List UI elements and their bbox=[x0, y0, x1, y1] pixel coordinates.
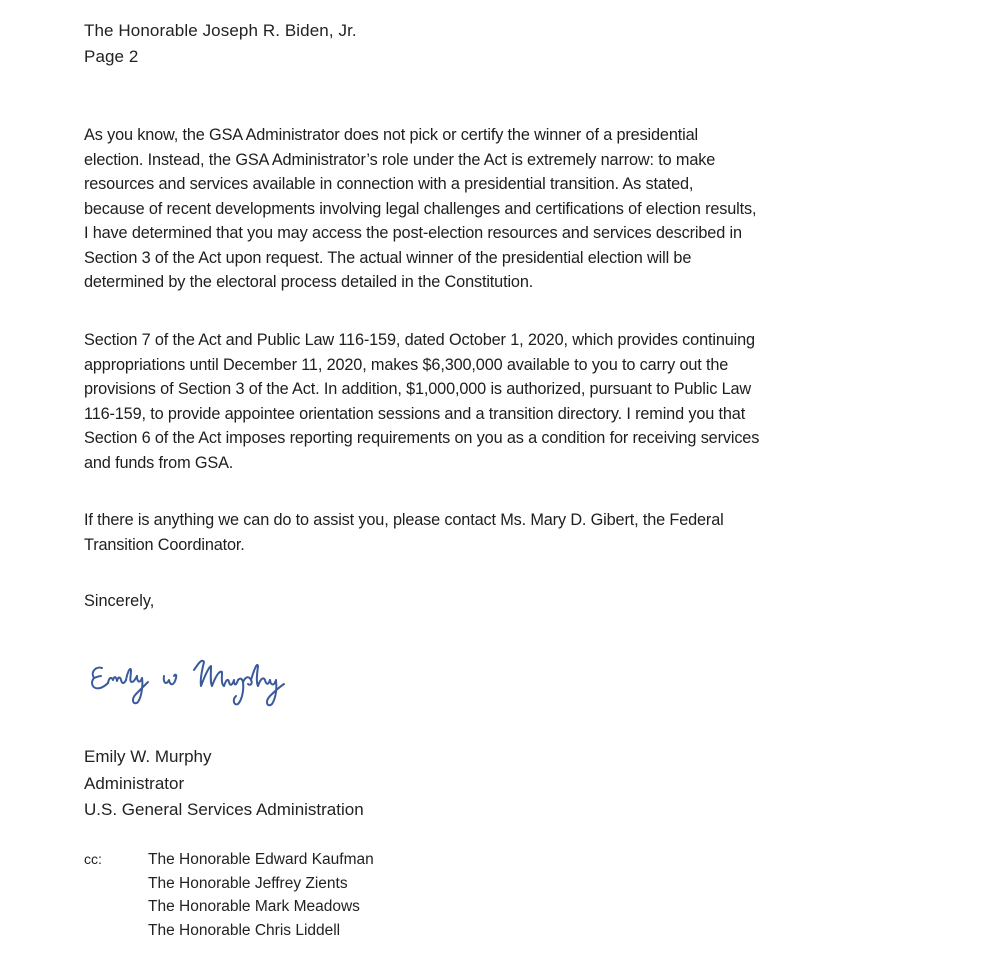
text-line: If there is anything we can do to assist you, please contact Ms. Mary D. Gibert, the Federal bbox=[84, 511, 724, 529]
text-line: provisions of Section 3 of the Act. In addition, $1,000,000 is authorized, pursuant to Public Law bbox=[84, 380, 751, 398]
paragraph-contact bbox=[84, 508, 724, 557]
page-number: Page 2 bbox=[84, 47, 139, 66]
text-line: because of recent developments involving legal challenges and certifications of election results, bbox=[84, 199, 757, 218]
text-line: resources and services available in connection with a presidential transition. As stated, bbox=[84, 175, 694, 193]
cc-recipient: The Honorable Mark Meadows bbox=[148, 898, 360, 915]
text-line: Section 3 of the Act upon request. The actual winner of the presidential election will be bbox=[84, 248, 692, 267]
closing-salutation: Sincerely, bbox=[84, 592, 155, 610]
text-line: 116-159, to provide appointee orientation sessions and a transition directory. I remind you that bbox=[84, 404, 746, 423]
text-line: Section 6 of the Act imposes reporting requirements on you as a condition for receiving services bbox=[84, 429, 760, 447]
text-line: Transition Coordinator. bbox=[84, 535, 245, 554]
cc-list bbox=[148, 848, 374, 942]
text-line: and funds from GSA. bbox=[84, 453, 234, 472]
signature-block bbox=[84, 744, 364, 824]
signatory-title: Administrator bbox=[84, 773, 185, 793]
paragraph-funding bbox=[84, 328, 759, 475]
text-line: election. Instead, the GSA Administrator’s role under the Act is extremely narrow: to make bbox=[84, 150, 716, 169]
handwritten-signature bbox=[86, 640, 356, 710]
cc-recipient: The Honorable Edward Kaufman bbox=[148, 851, 374, 868]
text-line: appropriations until December 11, 2020, makes $6,300,000 available to you to carry out the bbox=[84, 355, 729, 374]
cc-label: cc: bbox=[84, 851, 102, 867]
signatory-name: Emily W. Murphy bbox=[84, 747, 212, 766]
signature-icon bbox=[86, 640, 356, 710]
text-line: I have determined that you may access the post-election resources and services described in bbox=[84, 224, 742, 242]
paragraph-gsa-role bbox=[84, 123, 756, 295]
signatory-organization: U.S. General Services Administration bbox=[84, 800, 364, 819]
letter-header bbox=[84, 18, 357, 70]
cc-recipient: The Honorable Chris Liddell bbox=[148, 921, 341, 939]
text-line: Section 7 of the Act and Public Law 116-159, dated October 1, 2020, which provides continuing bbox=[84, 331, 755, 349]
recipient-line: The Honorable Joseph R. Biden, Jr. bbox=[84, 21, 357, 40]
text-line: determined by the electoral process detailed in the Constitution. bbox=[84, 273, 534, 291]
cc-recipient: The Honorable Jeffrey Zients bbox=[148, 874, 348, 892]
text-line: As you know, the GSA Administrator does not pick or certify the winner of a presidential bbox=[84, 126, 698, 144]
